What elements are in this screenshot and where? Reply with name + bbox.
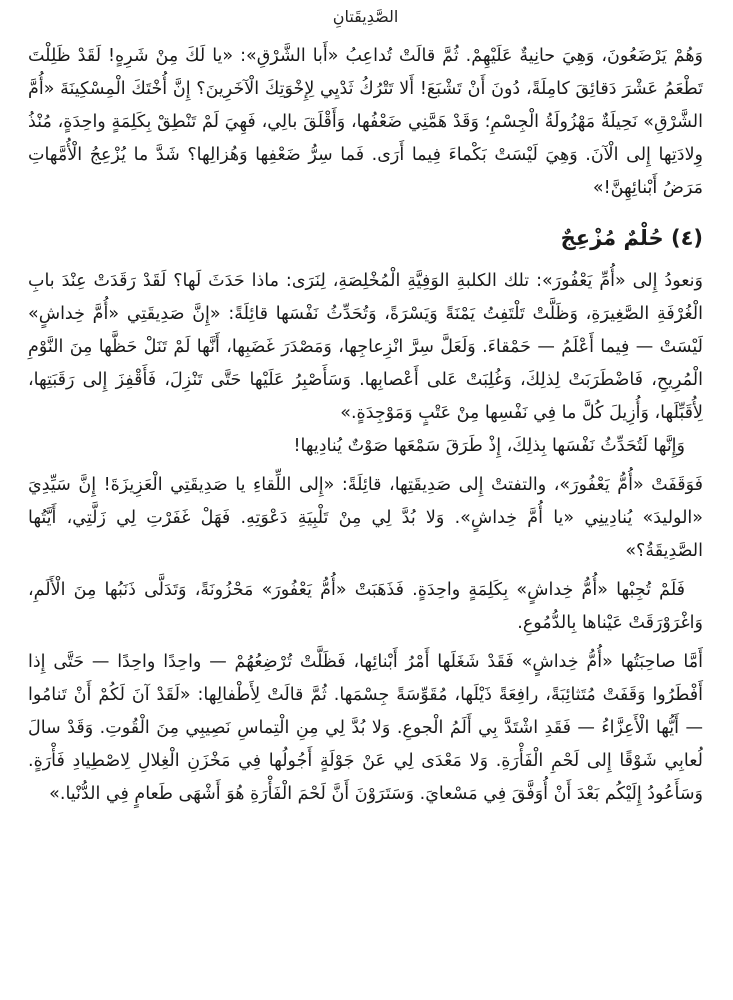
paragraph: وَنعودُ إِلى «أُمِّ يَعْفُورَ»: تلك الكلبةِ الوَفِيَّةِ الْمُخْلِصَةِ، لِنَرَى: ماذا حَدَثَ لَها؟ لَقَدْ رَقَدَتْ عِنْدَ بابِ الْغُرْفَةِ الصَّغِيرَةِ، وَظَلَّتْ تَلْتَفِتُ يَمْنَةً وَيَسْرَةً، وَتُحَدِّثُ نَفْسَها قائِلَةً: «إِنَّ صَدِيقَتِي «أُمَّ خِداشٍ» لَيْسَتْ — فِيما أَعْلَمُ — حَمْقاءَ. وَلَعَلَّ سِرَّ انْزِعاجِها، وَمَصْدَرَ غَضَبِها، أَنَّها لَمْ تَنَلْ حَظَّها مِنَ النَّوْمِ الْمُرِيحِ، فَاضْطَرَبَتْ لِذلِكَ، وَغُلِبَتْ عَلى أَعْصابِها. وَسَأَصْبِرُ عَلَيْها حَتَّى تَنْزِلَ، فَأَقْفِزَ إِلى رَقَبَتِها، لِأُقَبِّلَها، وَأُزِيلَ كُلَّ ما فِي نَفْسِها مِنْ عَتْبٍ وَمَوْجِدَةٍ.»	[28, 271, 703, 423]
paragraph: فَوَقَفَتْ «أُمُّ يَعْفُورَ»، والتفتتْ إِلى صَدِيقَتِها، قائِلَةً: «إِلى اللِّقاءِ يا صَدِيقَتِي الْعَزِيزَةَ! إِنَّ سَيِّدِيَ «الوليدَ» يُنادِينِي «يا أُمَّ خِداشٍ». وَلا بُدَّ لِي مِنْ تَلْبِيَةِ دَعْوَتِهِ. فَهَلْ غَفَرْتِ لِي زَلَّتِي، أَيَّتُها الصَّدِيقَةُ؟»	[28, 475, 703, 561]
paragraph: فَلَمْ تُجِبْها «أُمُّ خِداشٍ» بِكَلِمَةٍ واحِدَةٍ. فَذَهَبَتْ «أُمُّ يَعْفُورَ» مَحْزُونَةً، وَتَدَلَّى ذَنَبُها مِنَ الْأَلَمِ، وَاغْرَوْرَقَتْ عَيْناها بِالدُّمُوعِ.	[28, 580, 703, 633]
paragraph: وَهُمْ يَرْضَعُونَ، وَهِيَ حانِيةٌ عَلَيْهِمْ. ثُمَّ قالَتْ تُداعِبُ «أَبا الشَّرْقِ»: «يا لَكَ مِنْ شَرِهٍ! لَقَدْ ظَلِلْتَ تَطْعَمُ عَشْرَ دَقائِقَ كامِلَةً، دُونَ أَنْ تَشْبَعَ! أَلا تَتْرُكُ ثَدْيِي لِإِخْوَتِكَ الْآخَرِينَ؟ إِنَّ أُخْتَكَ الْمِسْكِينَةَ «أُمَّ الشَّرْقِ» نَحِيلَةٌ مَهْزُولَةُ الْجِسْمِ؛ وَقَدْ هَمَّنِي ضَعْفُها، وَأَقْلَقَ بالِي، فَهِيَ لَمْ تَنْطِقْ بِكَلِمَةٍ واحِدَةٍ، مُنْذُ وِلادَتِها إِلى الْآنَ. وَهِيَ لَيْسَتْ بَكْماءَ فِيما أَرَى. فَما سِرُّ ضَعْفِها وَهُزالِها؟ شَدَّ ما يُزْعِجُ الْأُمَّهاتِ مَرَضُ أَبْنائِهِنَّ!»	[28, 46, 703, 198]
running-header: الصَّدِيقَتانِ	[332, 7, 399, 26]
paragraph: أَمَّا صاحِبَتُها «أُمُّ خِداشٍ» فَقَدْ شَغَلَها أَمْرُ أَبْنائِها، فَظَلَّتْ تُرْضِعُهُمْ — واحِدًا واحِدًا — حَتَّى إِذا أَفْطَرُوا وَقَفَتْ مُتَثائِبَةً، رافِعَةً ذَيْلَها، مُقَوِّسَةً جِسْمَها. ثُمَّ قالَتْ لِأَطْفالِها: «لَقَدْ آنَ لَكُمْ أَنْ تَنامُوا — أَيُّها الْأَعِزَّاءُ — فَقَدِ اشْتَدَّ بِي أَلَمُ الْجوعِ. وَلا بُدَّ لِي مِنِ الْتِماسِ نَصِيبِي مِنَ الْقُوتِ. وَقَدْ سالَ لُعابِي شَوْقًا إِلى لَحْمِ الْفَأْرَةِ. وَلا مَعْدَى لِي عَنْ جَوْلَةٍ أَجُولُها فِي مَخْزَنِ الْغِلالِ لِاصْطِيادِ فَأْرَةٍ. وَسَأَعُودُ إِلَيْكُم بَعْدَ أَنْ أُوَفَّقَ فِي مَسْعايَ. وَسَتَرَوْنَ أَنَّ لَحْمَ الْفَأْرَةِ هُوَ أَشْهَى طَعامٍ فِي الدُّنْيا.»	[28, 652, 703, 804]
section-heading: (٤) حُلْمٌ مُزْعِجٌ	[560, 226, 703, 250]
paragraph: وَإِنَّها لَتُحَدِّثُ نَفْسَها بِذلِكَ، إِذْ طَرَقَ سَمْعَها صَوْتٌ يُنادِيها!	[293, 436, 685, 456]
